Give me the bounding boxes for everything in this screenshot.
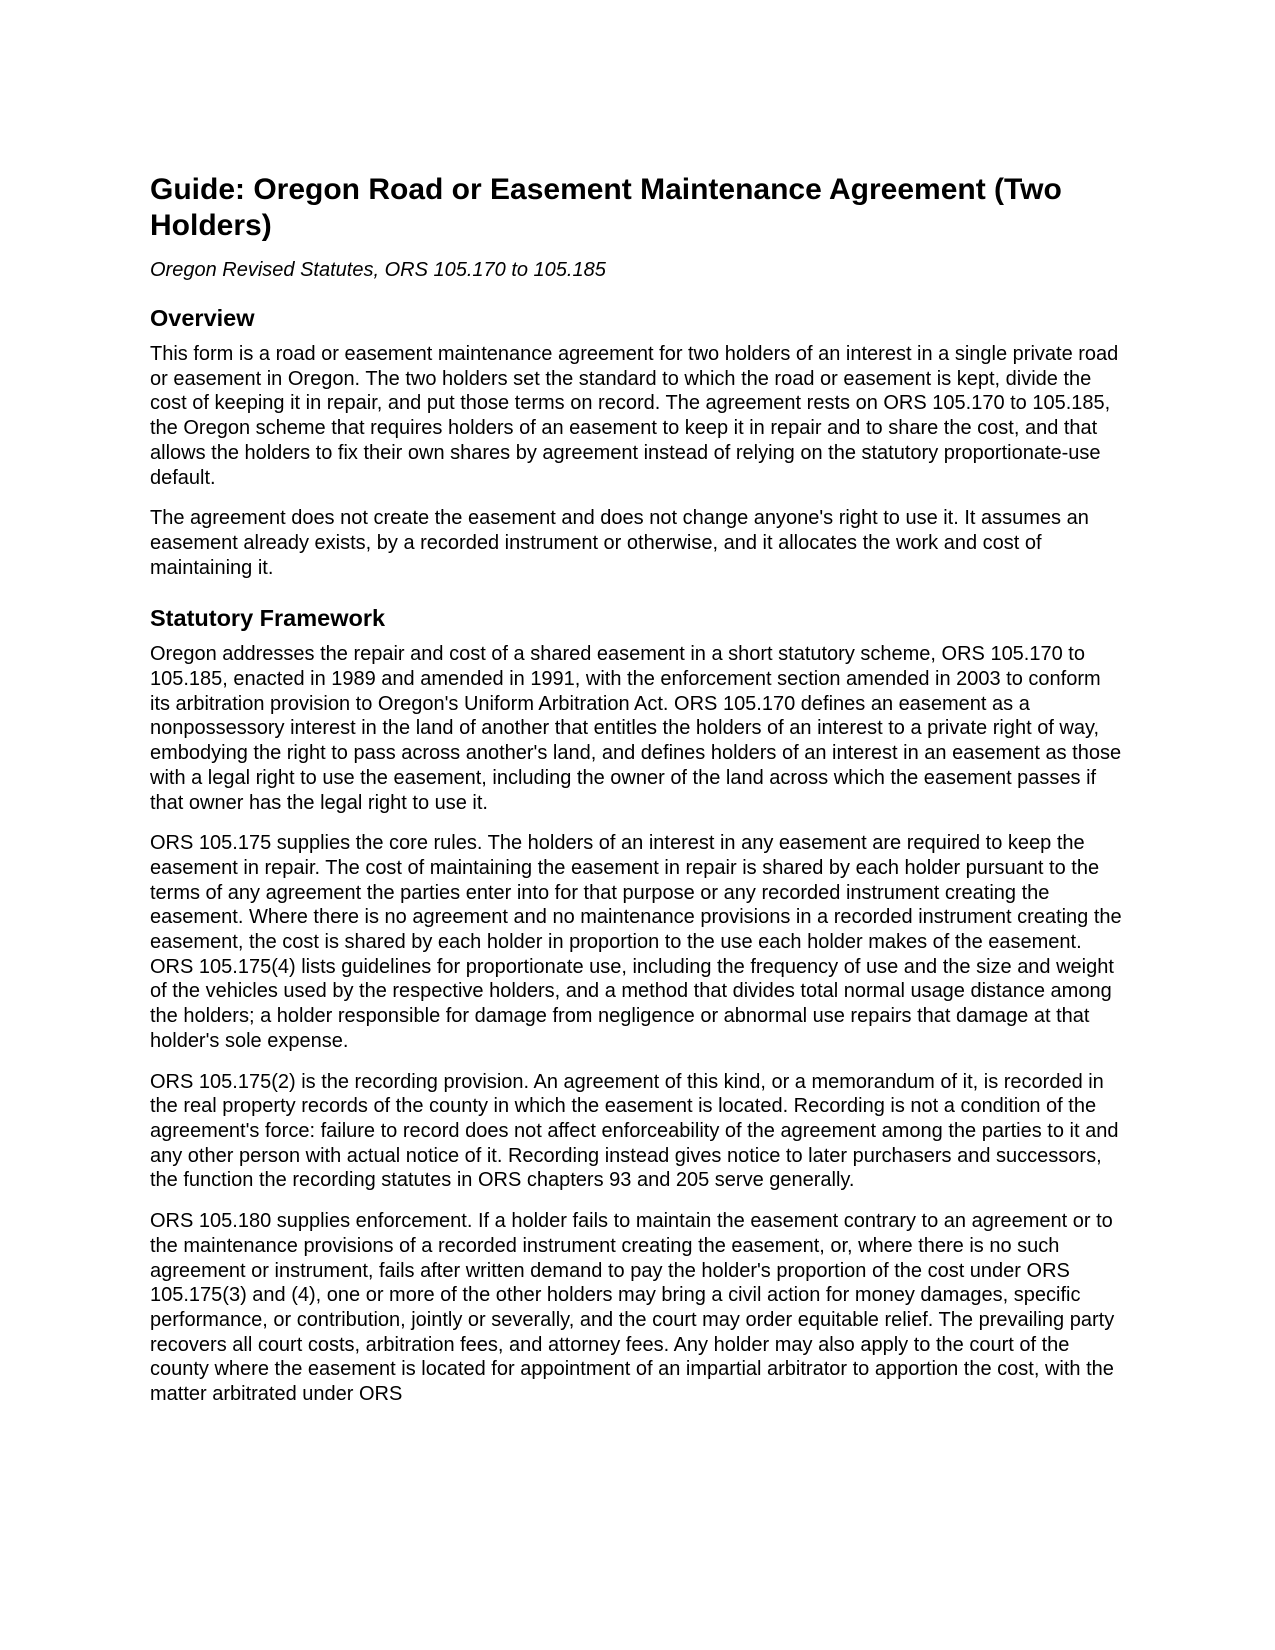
document-page — [150, 172, 1125, 1407]
paragraph: Oregon addresses the repair and cost of a shared easement in a short statutory scheme, ORS 105.170 to 105.185, enacted in 1989 and amended in 1991, with the enforcement section amended in 2003 to conform its arbitration provision to Oregon's Uniform Arbitration Act. ORS 105.170 defines an easement as a nonpossessory interest in the land of another that entitles the holders of an interest to a private right of way, embodying the right to pass across another's land, and defines holders of an interest in an easement as those with a legal right to use the easement, including the owner of the land across which the easement passes if that owner has the legal right to use it. — [150, 643, 1122, 814]
document-subtitle: Oregon Revised Statutes, ORS 105.170 to 105.185 — [150, 259, 606, 281]
section-heading: Overview — [150, 305, 255, 331]
paragraph: ORS 105.175(2) is the recording provision. An agreement of this kind, or a memorandum of it, is recorded in the real property records of the county in which the easement is located. Recording is not a condition of the agreement's force: failure to record does not affect enforceability of the agreement among the parties to it and any other person with actual notice of it. Recording instead gives notice to later purchasers and successors, the function the recording statutes in ORS chapters 93 and 205 serve generally. — [150, 1070, 1119, 1192]
paragraph: This form is a road or easement maintenance agreement for two holders of an interest in a single private road or easement in Oregon. The two holders set the standard to which the road or easement is kept, divide the cost of keeping it in repair, and put those terms on record. The agreement rests on ORS 105.170 to 105.185, the Oregon scheme that requires holders of an easement to keep it in repair and to share the cost, and that allows the holders to fix their own shares by agreement instead of relying on the statutory proportionate-use default. — [150, 343, 1119, 489]
paragraph: ORS 105.175 supplies the core rules. The holders of an interest in any easement are required to keep the easement in repair. The cost of maintaining the easement in repair is shared by each holder pursuant to the terms of any agreement the parties enter into for that purpose or any recorded instrument creating the easement. Where there is no agreement and no maintenance provisions in a recorded instrument creating the easement, the cost is shared by each holder in proportion to the use each holder makes of the easement. ORS 105.175(4) lists guidelines for proportionate use, including the frequency of use and the size and weight of the vehicles used by the respective holders, and a method that divides total normal usage distance among the holders; a holder responsible for damage from negligence or abnormal use repairs that damage at that holder's sole expense. — [150, 832, 1122, 1052]
section-overview — [150, 304, 1125, 580]
document-title: Guide: Oregon Road or Easement Maintenance Agreement (Two Holders) — [150, 173, 1062, 242]
section-statutory-framework — [150, 604, 1125, 1406]
paragraph: The agreement does not create the easement and does not change anyone's right to use it. It assumes an easement already exists, by a recorded instrument or otherwise, and it allocates the work and cost of maintaining it. — [150, 507, 1089, 579]
section-heading: Statutory Framework — [150, 605, 386, 632]
paragraph: ORS 105.180 supplies enforcement. If a holder fails to maintain the easement contrary to an agreement or to the maintenance provisions of a recorded instrument creating the easement, or, where there is no such agreement or instrument, fails after written demand to pay the holder's proportion of the cost under ORS 105.175(3) and (4), one or more of the other holders may bring a civil action for money damages, specific performance, or contribution, jointly or severally, and the court may order equitable relief. The prevailing party recovers all court costs, arbitration fees, and attorney fees. Any holder may also apply to the court of the county where the easement is located for appointment of an impartial arbitrator to apportion the cost, with the matter arbitrated under ORS — [150, 1210, 1115, 1406]
